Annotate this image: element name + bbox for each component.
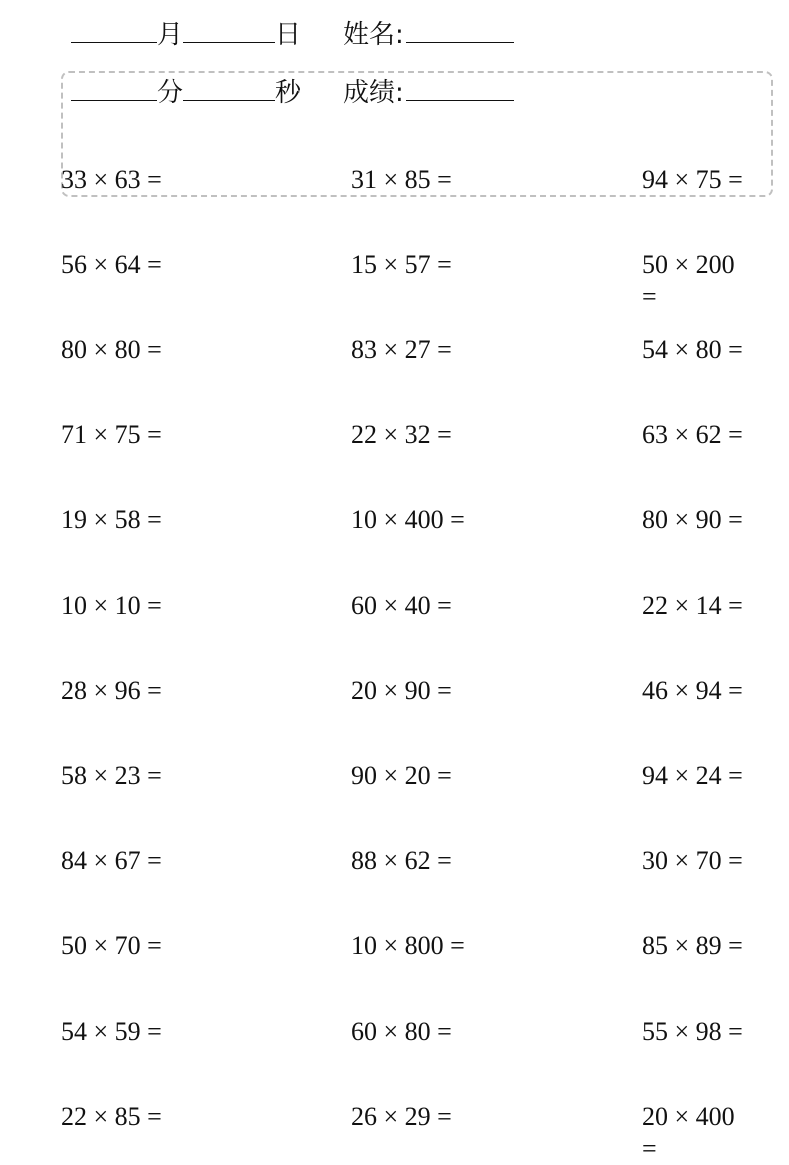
problem-item: 60 × 40 =	[351, 591, 452, 620]
problem-item: 94 × 24 =	[642, 761, 743, 790]
problem-item: 20 × 400 =	[642, 1102, 735, 1163]
problem-item: 10 × 800 =	[351, 931, 465, 960]
problem-item: 31 × 85 =	[351, 165, 452, 194]
problem-item: 20 × 90 =	[351, 676, 452, 705]
second-label: 秒	[275, 78, 302, 108]
problem-item: 55 × 98 =	[642, 1017, 743, 1046]
problem-item: 50 × 70 =	[61, 931, 162, 960]
name-blank[interactable]	[406, 16, 514, 43]
problem-item: 28 × 96 =	[61, 676, 162, 705]
problem-item: 80 × 80 =	[61, 335, 162, 364]
problem-item: 60 × 80 =	[351, 1017, 452, 1046]
score-label: 成绩:	[343, 78, 404, 108]
problem-item: 46 × 94 =	[642, 676, 743, 705]
problem-item: 90 × 20 =	[351, 761, 452, 790]
problem-item: 58 × 23 =	[61, 761, 162, 790]
problem-item: 56 × 64 =	[61, 250, 162, 279]
day-blank[interactable]	[183, 16, 275, 43]
problem-item: 10 × 400 =	[351, 505, 465, 534]
month-blank[interactable]	[71, 16, 157, 43]
problem-item: 54 × 59 =	[61, 1017, 162, 1046]
problem-item: 83 × 27 =	[351, 335, 452, 364]
problem-item: 63 × 62 =	[642, 420, 743, 449]
problem-item: 22 × 32 =	[351, 420, 452, 449]
problem-item: 50 × 200 =	[642, 250, 735, 311]
problem-item: 71 × 75 =	[61, 420, 162, 449]
problem-item: 84 × 67 =	[61, 846, 162, 875]
problem-item: 30 × 70 =	[642, 846, 743, 875]
date-name-row	[71, 16, 514, 51]
problem-item: 26 × 29 =	[351, 1102, 452, 1131]
problem-item: 85 × 89 =	[642, 931, 743, 960]
problem-item: 54 × 80 =	[642, 335, 743, 364]
problem-item: 94 × 75 =	[642, 165, 743, 194]
problem-item: 15 × 57 =	[351, 250, 452, 279]
problem-item: 33 × 63 =	[61, 165, 162, 194]
problem-item: 22 × 85 =	[61, 1102, 162, 1131]
month-label: 月	[157, 20, 184, 50]
problem-item: 19 × 58 =	[61, 505, 162, 534]
problem-item: 22 × 14 =	[642, 591, 743, 620]
problem-item: 88 × 62 =	[351, 846, 452, 875]
problem-item: 10 × 10 =	[61, 591, 162, 620]
name-label: 姓名:	[343, 20, 404, 50]
day-label: 日	[275, 20, 302, 50]
problem-item: 80 × 90 =	[642, 505, 743, 534]
minute-label: 分	[157, 78, 184, 108]
